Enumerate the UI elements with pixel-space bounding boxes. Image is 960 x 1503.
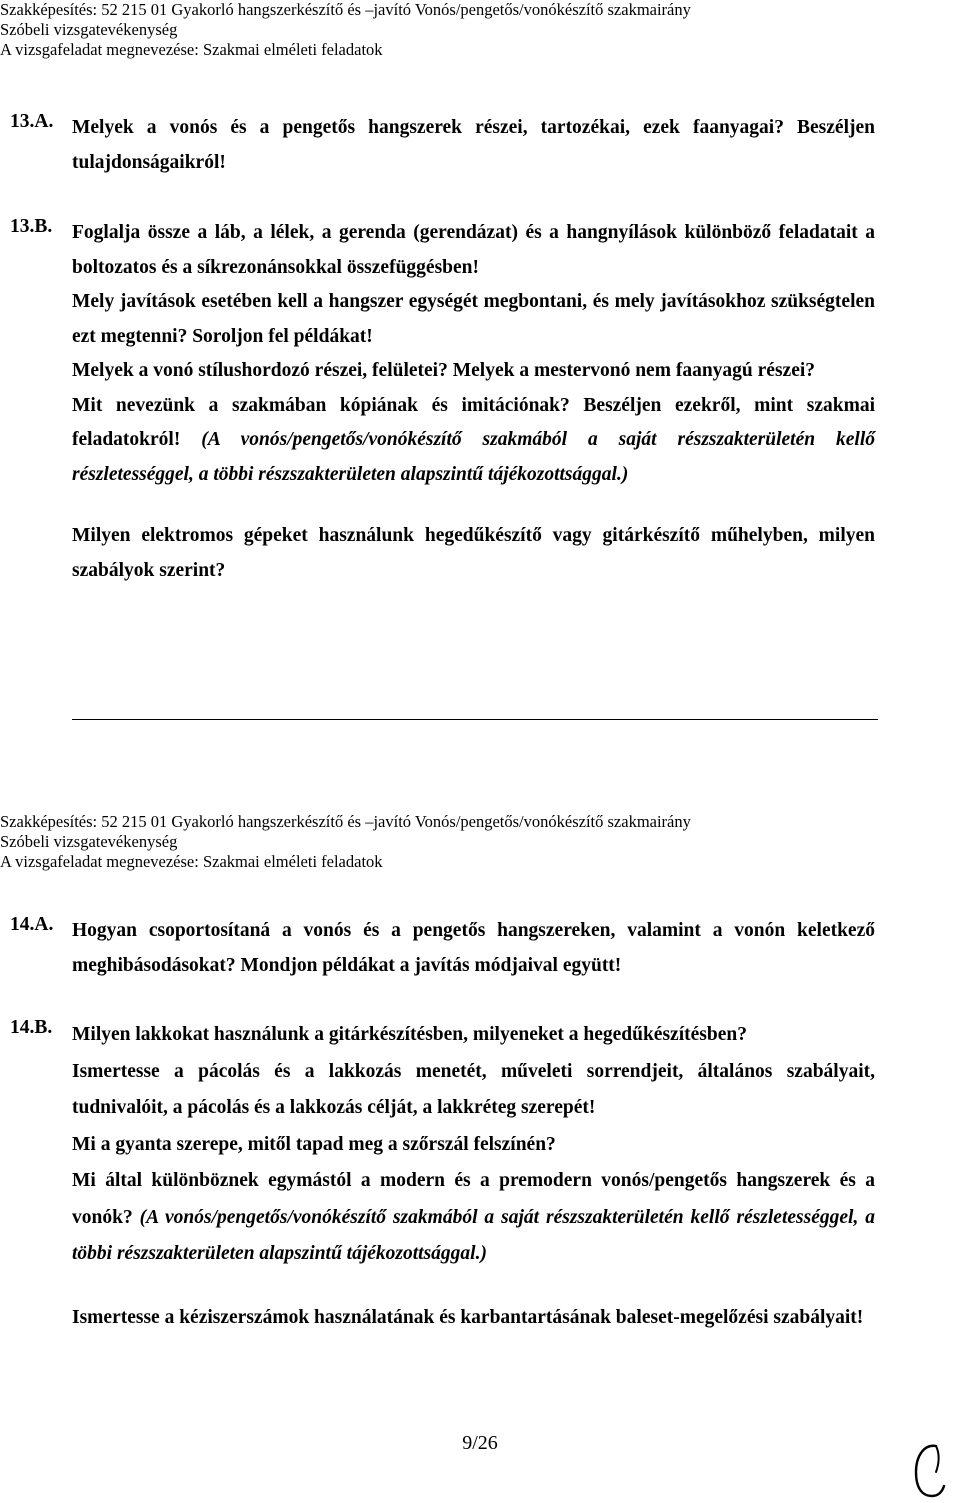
- separator-line: [72, 719, 878, 720]
- task-label: 13.B.: [10, 216, 53, 237]
- header-exam-activity: Szóbeli vizsgatevékenység: [0, 832, 178, 851]
- header-qualification: Szakképesítés: 52 215 01 Gyakorló hangszerkészítő és –javító Vonós/pengetős/vonókészítő szakmairány: [0, 812, 691, 831]
- task-note: (A vonós/pengetős/vonókészítő szakmából a saját részszakterületén kellő részletességgel, a többi részszakterületen alapszintű tájékozottsággal.): [72, 429, 876, 485]
- task-label: 14.B.: [10, 1017, 53, 1038]
- task-question: Mit nevezünk a szakmában kópiának és imitációnak? Beszéljen ezekről, mint szakmai feladatokról!: [72, 394, 875, 450]
- task-label: 14.A.: [10, 914, 54, 935]
- header-qualification: Szakképesítés: 52 215 01 Gyakorló hangszerkészítő és –javító Vonós/pengetős/vonókészítő szakmairány: [0, 0, 691, 19]
- task-paragraph: Milyen lakkokat használunk a gitárkészítésben, milyeneket a hegedűkészítésben?: [72, 1024, 747, 1045]
- header-task-name: A vizsgafeladat megnevezése: Szakmai elméleti feladatok: [0, 40, 383, 59]
- task-paragraph: Mely javítások esetében kell a hangszer egységét megbontani, és mely javításokhoz szükségtelen ezt megtenni? Soroljon fel példákat!: [72, 291, 875, 347]
- task-text: Hogyan csoportosítaná a vonós és a pengetős hangszereken, valamint a vonón keletkező meghibásodásokat? Mondjon példákat a javítás módjaival együtt!: [72, 920, 875, 976]
- task-paragraph: Mi a gyanta szerepe, mitől tapad meg a szőrszál felszínén?: [72, 1133, 556, 1155]
- corner-mark-icon: [906, 1440, 952, 1502]
- task-text: Melyek a vonós és a pengetős hangszerek részei, tartozékai, ezek faanyagai? Beszéljen tulajdonságaikról!: [72, 117, 875, 173]
- page-number: 9/26: [462, 1432, 498, 1454]
- header-task-name: A vizsgafeladat megnevezése: Szakmai elméleti feladatok: [0, 852, 383, 871]
- header-exam-activity: Szóbeli vizsgatevékenység: [0, 20, 178, 39]
- task-paragraph: Milyen elektromos gépeket használunk hegedűkészítő vagy gitárkészítő műhelyben, milyen szabályok szerint?: [72, 525, 875, 581]
- task-paragraph: Ismertesse a pácolás és a lakkozás menetét, műveleti sorrendjeit, általános szabályait, tudnivalóit, a pácolás és a lakkozás célját, a lakkréteg szerepét!: [72, 1060, 875, 1118]
- task-paragraph: [72, 389, 875, 493]
- task-paragraph: Ismertesse a kéziszerszámok használatának és karbantartásának baleset-megelőzési szabályait!: [72, 1306, 864, 1328]
- task-paragraph: Melyek a vonó stílushordozó részei, felületei? Melyek a mestervonó nem faanyagú részei?: [72, 360, 816, 381]
- task-label: 13.A.: [10, 111, 54, 132]
- page-header: [0, 812, 960, 872]
- task-note: (A vonós/pengetős/vonókészítő szakmából a saját részszakterületén kellő részletességgel, a többi részszakterületen alapszintű tájékozottsággal.): [72, 1206, 876, 1264]
- task-paragraph: [72, 1163, 875, 1273]
- page-header: [0, 0, 960, 60]
- task-question: Mi által különböznek egymástól a modern és a premodern vonós/pengetős hangszerek és a vonók?: [72, 1170, 875, 1228]
- task-paragraph: Foglalja össze a láb, a lélek, a gerenda (gerendázat) és a hangnyílások különböző feladatait a boltozatos és a síkrezonánsokkal összefüggésben!: [72, 222, 875, 278]
